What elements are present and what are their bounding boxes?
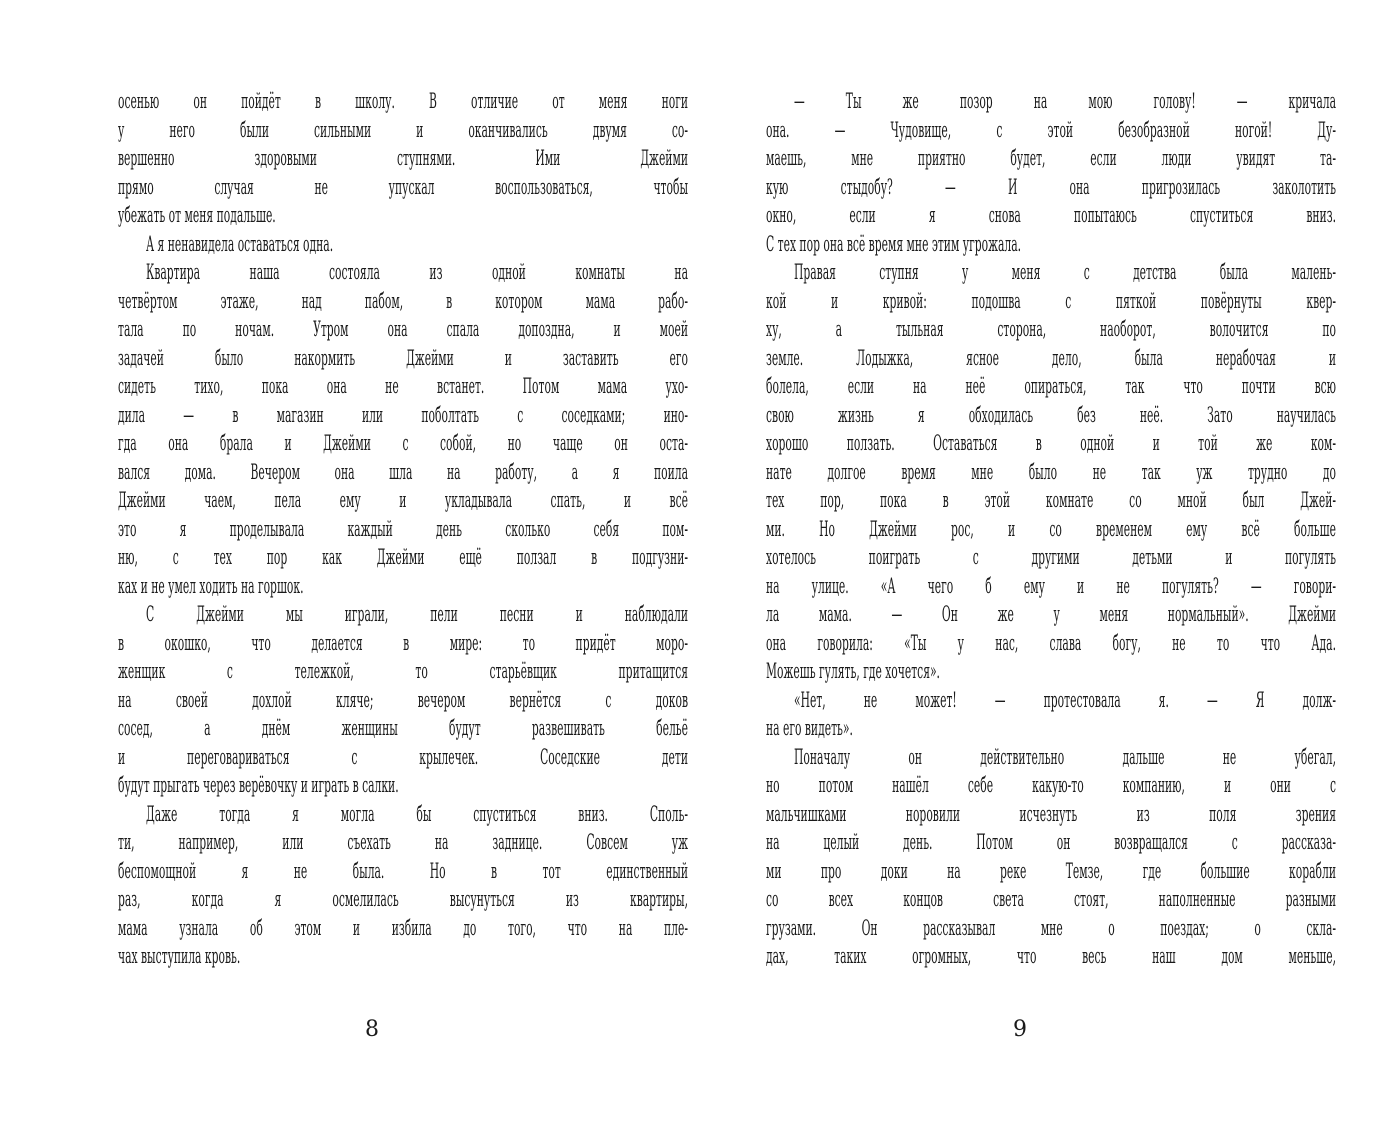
- text-line: ти, например, или съехать на заднице. Совсем уж: [118, 830, 688, 855]
- text-line: свою жизнь я обходилась без неё. Зато научилась: [766, 402, 1336, 428]
- text-line: ню, с тех пор как Джейми ещё ползал в подгузни-: [118, 545, 688, 570]
- text-line: беспомощной я не была. Но в тот единственный: [118, 858, 688, 884]
- text-line: вался дома. Вечером она шла на работу, а я поила: [118, 459, 688, 485]
- text-line: грузами. Он рассказывал мне о поездах; о скла-: [766, 915, 1336, 941]
- text-line: С Джейми мы играли, пели песни и наблюдали: [146, 602, 688, 627]
- text-line: Правая ступня у меня с детства была малень-: [794, 260, 1336, 285]
- text-line: дила — в магазин или поболтать с соседками; ино-: [118, 402, 688, 428]
- text-line: это я проделывала каждый день сколько себя пом-: [118, 516, 688, 542]
- text-line: вершенно здоровыми ступнями. Ими Джейми: [118, 146, 688, 171]
- text-line: ла мама. — Он же у меня нормальный». Джейми: [766, 602, 1336, 627]
- text-line: мальчишками норовили исчезнуть из поля зрения: [766, 801, 1336, 827]
- text-line: на своей дохлой кляче; вечером вернётся с доков: [118, 687, 688, 713]
- text-line: осенью он пойдёт в школу. В отличие от меня ноги: [118, 89, 688, 114]
- text-line: она. — Чудовище, с этой безобразной ногой! Ду-: [766, 117, 1336, 143]
- text-line: раз, когда я осмелилась высунуться из квартиры,: [118, 887, 688, 912]
- text-line: Джейми чаем, пела ему и укладывала спать, и всё: [118, 488, 688, 513]
- text-line: сосед, а днём женщины будут развешивать бельё: [118, 716, 688, 741]
- text-line: гда она брала и Джейми с собой, но чаще он оста-: [118, 431, 688, 456]
- text-line: ми про доки на реке Темзе, где большие корабли: [766, 858, 1336, 884]
- text-line: ках и не умел ходить на горшок.: [118, 573, 304, 599]
- text-line: у него были сильными и оканчивались двумя со-: [118, 117, 688, 143]
- text-line: нате долгое время мне было не так уж трудно до: [766, 459, 1336, 485]
- text-line: ху, а тыльная сторона, наоборот, волочится по: [766, 317, 1336, 342]
- text-line: «Нет, не может! — протестовала я. — Я долж-: [794, 687, 1336, 713]
- text-line: чах выступила кровь.: [118, 944, 241, 969]
- text-line: убежать от меня подальше.: [118, 203, 276, 228]
- text-line: она говорила: «Ты у нас, слава богу, не то что Ада.: [766, 630, 1336, 656]
- text-line: прямо случая не упускал воспользоваться, чтобы: [118, 174, 688, 200]
- page-text-right: [766, 88, 1336, 972]
- text-line: Можешь гулять, где хочется».: [766, 659, 940, 684]
- text-line: четвёртом этаже, над пабом, в котором мама рабо-: [118, 288, 688, 314]
- text-line: ми. Но Джейми рос, и со временем ему всё больше: [766, 516, 1336, 542]
- text-line: — Ты же позор на мою голову! — кричала: [794, 89, 1336, 114]
- book-page-right: [696, 0, 1392, 1125]
- text-line: кой и кривой: подошва с пяткой повёрнуты квер-: [766, 288, 1336, 314]
- text-line: Даже тогда я могла бы спуститься вниз. Споль-: [146, 801, 688, 827]
- text-line: на целый день. Потом он возвращался с рассказа-: [766, 830, 1336, 855]
- text-line: маешь, мне приятно будет, если люди увидят та-: [766, 146, 1336, 171]
- page-text-left: [118, 88, 688, 972]
- text-line: дах, таких огромных, что весь наш дом меньше,: [766, 944, 1336, 969]
- text-line: окно, если я снова попытаюсь спуститься вниз.: [766, 203, 1336, 228]
- text-line: будут прыгать через верёвочку и играть в салки.: [118, 773, 399, 798]
- text-line: со всех концов света стоят, наполненные разными: [766, 887, 1336, 912]
- text-line: С тех пор она всё время мне этим угрожала.: [766, 231, 1022, 257]
- text-line: но потом нашёл себе какую-то компанию, и они с: [766, 773, 1336, 798]
- text-line: в окошко, что делается в мире: то придёт моро-: [118, 630, 688, 656]
- text-line: сидеть тихо, пока она не встанет. Потом мама ухо-: [118, 374, 688, 399]
- text-line: тала по ночам. Утром она спала допоздна, и моей: [118, 317, 688, 342]
- text-line: женщик с тележкой, то старьёвщик притащится: [118, 659, 688, 684]
- text-line: задачей было накормить Джейми и заставить его: [118, 345, 688, 371]
- text-line: Квартира наша состояла из одной комнаты на: [146, 260, 688, 285]
- text-line: хорошо ползать. Оставаться в одной и той же ком-: [766, 431, 1336, 456]
- text-line: мама узнала об этом и избила до того, что на пле-: [118, 915, 688, 941]
- page-number-right: 9: [1013, 1017, 1027, 1042]
- text-line: болела, если на неё опираться, так что почти всю: [766, 374, 1336, 399]
- text-line: на улице. «А чего б ему и не погулять? — говори-: [766, 573, 1336, 599]
- text-line: земле. Лодыжка, ясное дело, была нерабочая и: [766, 345, 1336, 371]
- text-line: кую стыдобу? — И она пригрозилась заколотить: [766, 174, 1336, 200]
- text-line: хотелось поиграть с другими детьми и погулять: [766, 545, 1336, 570]
- text-line: А я ненавидела оставаться одна.: [146, 231, 334, 257]
- page-number-left: 8: [365, 1017, 379, 1042]
- text-line: Поначалу он действительно дальше не убегал,: [794, 744, 1336, 770]
- text-line: на его видеть».: [766, 716, 853, 741]
- text-line: и переговариваться с крылечек. Соседские дети: [118, 744, 688, 770]
- text-line: тех пор, пока в этой комнате со мной был Джей-: [766, 488, 1336, 513]
